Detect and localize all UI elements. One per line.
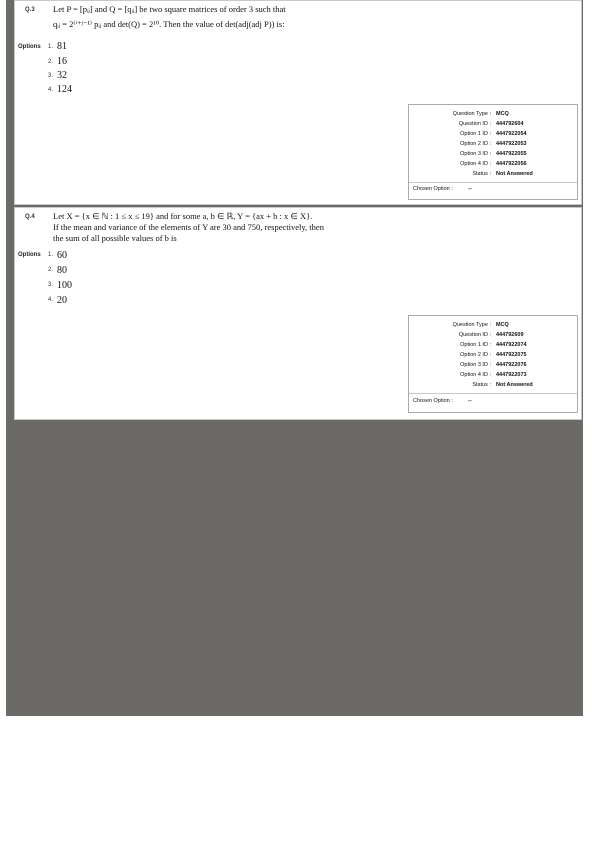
question-info-box: Question Type : MCQ Question ID : 444792604 Option 1 ID : 4447922054 Option 2 ID : 4447922053 Option 3 ID : 4447922055 Option 4 ID : 4447922056 Status : Not Answered Chosen Option : --: [408, 104, 578, 200]
question-info-box: Question Type : MCQ Question ID : 444792609 Option 1 ID : 4447922074 Option 2 ID : 4447922075 Option 3 ID : 4447922076 Option 4 ID : 4447922073 Status : Not Answered Chosen Option : --: [408, 315, 578, 413]
question-text-line: qᵢⱼ = 2⁽ⁱ⁺ʲ⁻¹⁾ pᵢⱼ and det(Q) = 2¹⁰. Then the value of det(adj(adj P)) is:: [53, 19, 285, 29]
option-value: 81: [57, 41, 67, 52]
option-number: 1.: [48, 252, 54, 258]
option-value: 124: [57, 84, 72, 95]
option-value: 60: [57, 250, 67, 261]
question-text-line: Let X = {x ∈ ℕ : 1 ≤ x ≤ 19} and for some a, b ∈ ℝ, Y = {ax + b : x ∈ X}.: [53, 211, 313, 221]
option-value: 100: [57, 280, 72, 291]
options-heading: Options: [18, 252, 41, 258]
info-divider: [409, 393, 577, 394]
option-value: 16: [57, 56, 67, 67]
question-text-line: the sum of all possible values of b is: [53, 233, 177, 243]
info-divider: [409, 182, 577, 183]
option-value: 80: [57, 265, 67, 276]
page-background: [6, 0, 583, 716]
question-text-line: If the mean and variance of the elements of Y are 30 and 750, respectively, then: [53, 222, 324, 232]
question-number: Q.4: [25, 214, 35, 220]
option-number: 3.: [48, 282, 54, 288]
question-panel-q3: [14, 0, 582, 205]
option-number: 3.: [48, 73, 54, 79]
question-number: Q.3: [25, 7, 35, 13]
option-number: 4.: [48, 297, 54, 303]
question-text-line: Let P = [pᵢⱼ] and Q = [qᵢⱼ] be two square matrices of order 3 such that: [53, 4, 286, 14]
option-number: 1.: [48, 44, 54, 50]
option-value: 32: [57, 70, 67, 81]
option-value: 20: [57, 295, 67, 306]
options-heading: Options: [18, 44, 41, 50]
option-number: 2.: [48, 267, 54, 273]
question-panel-q4: [14, 207, 582, 420]
option-number: 2.: [48, 59, 54, 65]
option-number: 4.: [48, 87, 54, 93]
